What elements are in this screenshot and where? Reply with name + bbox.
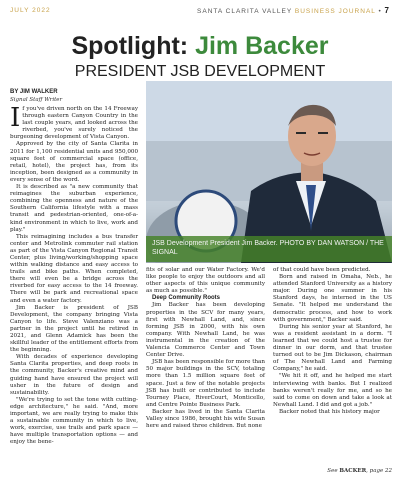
paragraph: "We're trying to set the tone with cutting-edge architecture," he said. "And, more important, we are really trying to make this a sustainable community in which to live, work, exercise, use trails and park space — have multiple transportation options — and enjoy the bene-	[10, 396, 138, 446]
byline-author: BY JIM WALKER	[10, 89, 58, 95]
paragraph: Backer has lived in the Santa Clarita Valley since 1986, brought his wife Susan here and raised three children. But none	[146, 408, 265, 430]
photo-caption: JSB Development President Jim Backer. PHOTO BY DAN WATSON / THE SIGNAL	[146, 236, 392, 262]
continued-keyword: BACKER	[339, 468, 367, 474]
paragraph: fits of solar and our Water Factory. We'd like people to enjoy the outdoors and all other aspects of this unique community as much as possible."	[146, 267, 265, 295]
header-separator: •	[375, 8, 385, 15]
drop-cap: I	[10, 103, 21, 133]
publication-name	[197, 6, 390, 15]
paragraph: "We hit it off, and he helped me start interviewing with banks. But I realized banks weren't really for me, and so he said to come on down and take a look at Newhall Land. I did and got a job."	[273, 373, 392, 408]
paragraph: Approved by the city of Santa Clarita in 2011 for 1,100 residential units and 950,000 square feet of commercial space (office, retail, hotel), the project has, from its inception, been designed as a community in every sense of the word.	[10, 141, 138, 183]
continued-suffix: , page 22	[366, 468, 392, 474]
article-column-1	[10, 103, 138, 447]
paragraph: It is described as "a new community that reimagines the suburban experience, combining the openness and nature of the Southern California lifestyle with a mass transit and pedestrian-oriented, one-of-a-kind environment in which to live, work and play."	[10, 184, 138, 233]
paragraph: Jim Backer has been developing properties in the SCV for many years, first with Newhall Land, and, since forming JSB in 2000, with his own company. With Newhall Land, he was instrumental in the creation of the Valencia Commerce Center and Town Center Drive.	[146, 302, 265, 359]
byline-role: Signal Staff Writer	[10, 97, 63, 103]
continued-prefix: See	[327, 468, 340, 474]
article-column-2	[146, 267, 265, 430]
title-name: Jim Backer	[195, 32, 329, 60]
paragraph: Born and raised in Omaha, Neb., he attended Stanford University as a history major. During one summer in his Stanford days, he interned in the US Senate. "It helped me understand the democratic process, and how to work with government," Backer said.	[273, 274, 392, 323]
paragraph: This reimagining includes a bus transfer center and Metrolink commuter rail station as part of the Vista Canyon Regional Transit Center, plus living/working/shopping space within walking distance and easy access to trails and bike paths. When completed, there will even be a bridge across the riverbed for easy access to the 14 freeway. There will be park and recreational space and even a water factory.	[10, 233, 138, 304]
continued-line	[327, 468, 392, 474]
paragraph: Jim Backer is president of JSB Development, the company bringing Vista Canyon to life. Steve Valenziano was a partner in the project until he retired in 2021, and Glenn Adamick has been the skillful leader of the entitlement efforts from the beginning.	[10, 304, 138, 354]
paragraph: of that could have been predicted.	[273, 267, 371, 273]
paragraph	[10, 103, 138, 141]
paragraph: During his senior year at Stanford, he was a resident assistant in a dorm. "I learned that we could host a trustee for dinner in our dorm, and that trustee turned out to be Jim Dickason, chairman of The Newhall Land and Farming Company," he said.	[273, 323, 392, 373]
article-subtitle: PRESIDENT JSB DEVELOPMENT	[74, 63, 326, 80]
section-subhead: Deep Community Roots	[152, 295, 221, 302]
issue-date: JULY 2022	[10, 7, 51, 14]
publication-highlight: BUSINESS JOURNAL	[294, 8, 376, 15]
article-column-3	[273, 267, 392, 416]
publication-prefix: SANTA CLARITA VALLEY	[197, 8, 295, 15]
paragraph: Backer noted that his history major	[279, 408, 380, 415]
article-title	[0, 34, 400, 59]
paragraph-text: f you've driven north on the 14 Freeway through eastern Canyon Country in the last couple years, and looked across the riverbed, you've surely noticed the burgeoning development of Vista Canyon.	[10, 106, 138, 141]
paragraph: With decades of experience developing Santa Clarita properties, and deep roots in the community, Backer's creative mind and guiding hand have ensured the project will usher in the future of design and sustainability.	[10, 354, 138, 396]
title-prefix: Spotlight:	[71, 32, 196, 60]
page-number: 7	[384, 6, 390, 15]
paragraph: JSB has been responsible for more than 50 major buildings in the SCV, totaling more than 1.5 million square feet of space. Just a few of the notable projects JSB has built or contributed to include Tourney Place, RiverCourt, Monticello, and Centre Pointe Business Park.	[146, 359, 265, 408]
